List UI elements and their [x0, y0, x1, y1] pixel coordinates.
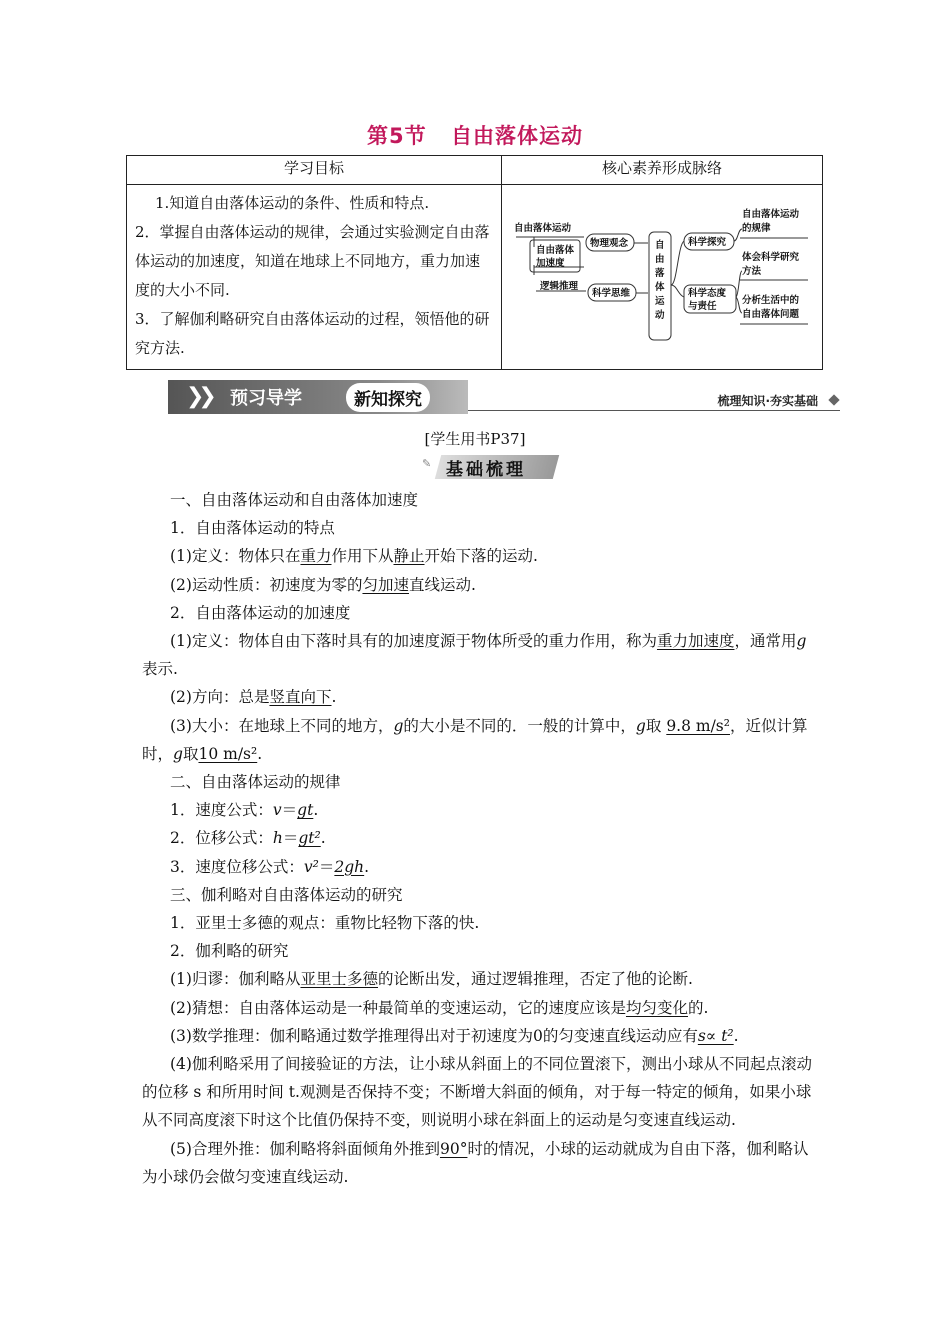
- banner-title: 预习导学: [230, 388, 302, 409]
- map-center-2: 由: [655, 254, 665, 265]
- answer: gt²: [298, 829, 321, 848]
- map-accel-1: 自由落体: [536, 245, 575, 256]
- main-content: [142, 486, 814, 1191]
- answer: 重力: [300, 547, 332, 566]
- paragraph: (4)伽利略采用了间接验证的方法，让小球从斜面上的不同位置滚下，测出小球从不同起点滚动的位移 s 和所用时间 t.观测是否保持不变；不断增大斜面的倾角，对于每一特定的倾角，如果小球从不同高度滚下时这个比值仍保持不变，则说明小球在斜面上的运动是匀变速直线运动.: [142, 1055, 812, 1130]
- paragraph: (1)定义：物体只在重力作用下从静止开始下落的运动.: [170, 547, 538, 566]
- answer: 亚里士多德: [300, 970, 378, 989]
- map-physics-concept: 物理观念: [590, 238, 629, 249]
- answer: 90°: [439, 1139, 468, 1158]
- goals-list: [127, 185, 502, 370]
- map-far2-1: 体会科学研究: [742, 252, 800, 263]
- map-center-5: 运: [655, 296, 665, 307]
- formula-line: 1．速度公式：v＝gt.: [170, 801, 319, 820]
- page-reference: [学生用书P37]: [424, 430, 526, 448]
- map-accel-2: 加速度: [536, 258, 565, 269]
- heading-3: 三、伽利略对自由落体运动的研究: [170, 885, 403, 904]
- paragraph: (1)归谬：伽利略从亚里士多德的论断出发，通过逻辑推理，否定了他的论断.: [170, 970, 693, 989]
- formula-line: 3．速度位移公式：v²＝2gh.: [170, 857, 370, 876]
- double-chevron-icon: ❯❯: [186, 384, 211, 409]
- answer: 匀加速: [362, 575, 409, 594]
- paragraph: (3)大小：在地球上不同的地方，g的大小是不同的．一般的计算中，g取 9.8 m/s²，近似计算时，g取10 m/s².: [142, 716, 808, 763]
- answer: 均匀变化: [625, 998, 688, 1017]
- answer: 10 m/s²: [198, 744, 258, 763]
- goals-header: 学习目标: [127, 156, 502, 185]
- map-free-fall: 自由落体运动: [514, 223, 572, 234]
- map-logic: 逻辑推理: [540, 281, 579, 292]
- banner-subtitle: 新知探究: [346, 383, 430, 412]
- goal-item: 2．掌握自由落体运动的规律，会通过实验测定自由落体运动的加速度，知道在地球上不同地方，重力加速度的大小不同.: [135, 223, 490, 299]
- paragraph: (2)方向：总是竖直向下.: [170, 688, 337, 707]
- map-attitude-1: 科学态度: [688, 288, 727, 299]
- paragraph: (5)合理外推：伽利略将斜面倾角外推到90°时的情况，小球的运动就成为自由下落，伽利略认为小球仍会做匀变速直线运动.: [142, 1139, 809, 1186]
- banner-tagline: 梳理知识·夯实基础: [717, 394, 818, 408]
- section-tag-label: 基础梳理: [446, 460, 526, 480]
- subheading: 2．伽利略的研究: [170, 942, 289, 961]
- map-far3-1: 分析生活中的: [742, 295, 800, 306]
- subheading: 2．自由落体运动的加速度: [170, 603, 351, 622]
- map-far2-2: 方法: [742, 266, 762, 277]
- pen-icon: ✎: [422, 457, 432, 470]
- concept-map-header: 核心素养形成脉络: [502, 156, 823, 185]
- map-attitude-2: 与责任: [688, 301, 717, 312]
- map-far3-2: 自由落体问题: [742, 309, 800, 320]
- answer: 2gh: [334, 857, 365, 876]
- map-far1-2: 的规律: [742, 223, 771, 234]
- paragraph: (1)定义：物体自由下落时具有的加速度源于物体所受的重力作用，称为重力加速度，通常用g表示.: [142, 632, 807, 679]
- answer: s∝ t²: [697, 1026, 734, 1045]
- answer: 9.8 m/s²: [666, 716, 730, 735]
- map-center-6: 动: [655, 310, 665, 321]
- preview-banner: [168, 380, 840, 414]
- answer: gt: [297, 801, 314, 820]
- map-center-3: 落: [655, 268, 665, 279]
- goals-table: [126, 155, 823, 370]
- diamond-icon: [828, 394, 839, 405]
- map-far1-1: 自由落体运动: [742, 209, 800, 220]
- answer: 静止: [393, 547, 425, 566]
- section-name: 自由落体运动: [450, 124, 583, 148]
- map-center-1: 自: [655, 240, 665, 251]
- map-science-thinking: 科学思维: [592, 288, 631, 299]
- answer: 竖直向下: [269, 688, 332, 707]
- banner-rule: [468, 410, 840, 411]
- goal-item: 3．了解伽利略研究自由落体运动的过程，领悟他的研究方法.: [135, 310, 490, 357]
- heading-1: 一、自由落体运动和自由落体加速度: [170, 491, 419, 509]
- paragraph: 1．亚里士多德的观点：重物比轻物下落的快.: [170, 914, 480, 933]
- map-science-inquiry: 科学探究: [688, 237, 727, 248]
- section-number: 第5节: [367, 124, 427, 148]
- goal-item: 1.知道自由落体运动的条件、性质和特点.: [155, 194, 430, 212]
- heading-2: 二、自由落体运动的规律: [170, 773, 341, 792]
- paragraph: (2)猜想：自由落体运动是一种最简单的变速运动，它的速度应该是均匀变化的.: [170, 998, 709, 1017]
- paragraph: (2)运动性质：初速度为零的匀加速直线运动.: [170, 575, 476, 594]
- page-title: [0, 120, 950, 150]
- answer: 重力加速度: [656, 632, 735, 651]
- section-tag: [420, 453, 558, 481]
- concept-map: [502, 185, 823, 370]
- subheading: 1．自由落体运动的特点: [170, 519, 335, 538]
- map-center-4: 体: [655, 282, 665, 293]
- paragraph: (3)数学推理：伽利略通过数学推理得出对于初速度为0的匀变速直线运动应有s∝ t².: [170, 1026, 739, 1045]
- formula-line: 2．位移公式：h＝gt².: [170, 829, 326, 848]
